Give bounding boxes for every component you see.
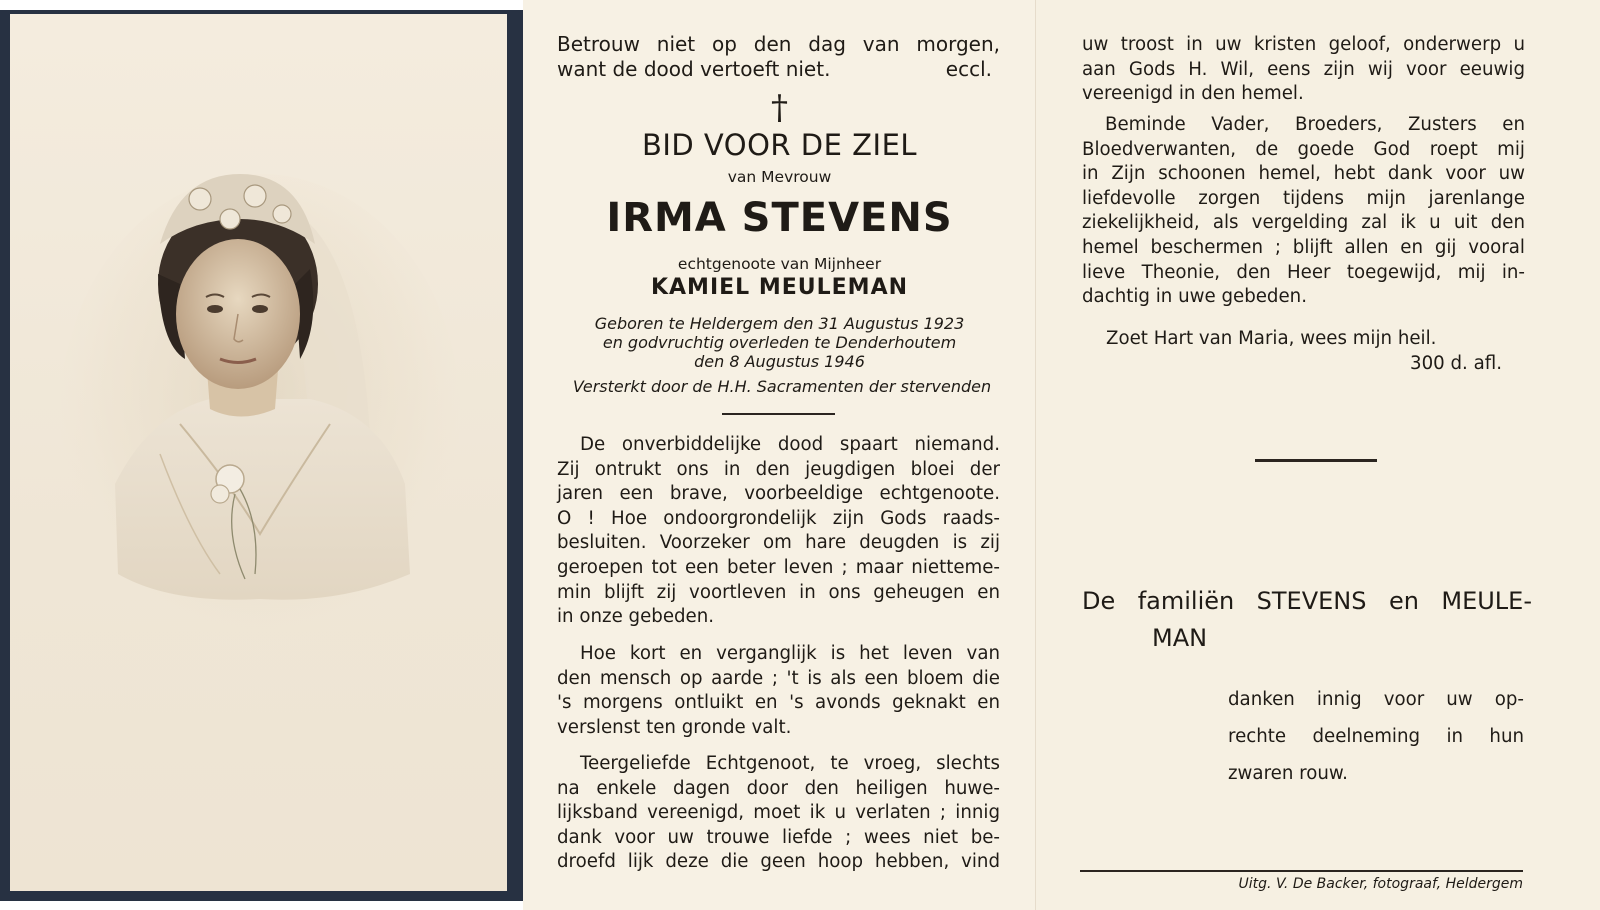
text-line: vereenigd in den hemel.	[1082, 83, 1304, 105]
text-line: in onze gebeden.	[557, 606, 715, 628]
text-line: besluiten. Voorzeker om hare deugden is zij	[557, 532, 1000, 554]
text-line: aan Gods H. Wil, eens zijn wij voor eeuwig	[1082, 58, 1525, 80]
text-line: lieve Theonie, den Heer toegewijd, mij in-	[1082, 261, 1525, 283]
text-line: Beminde Vader, Broeders, Zusters en	[1105, 114, 1525, 135]
text-line: Bloedverwanten, de goede God roept mij	[1082, 138, 1525, 160]
divider-rule-heavy	[1255, 459, 1377, 462]
paragraph-1	[557, 433, 1000, 630]
text-line: Hoe kort en verganglijk is het leven van	[580, 643, 1000, 664]
text-line: na enkele dagen door den heiligen huwe-	[557, 777, 1000, 799]
card-heading: BID VOOR DE ZIEL	[641, 128, 918, 162]
text-line: den mensch op aarde ; 't is als een bloem die	[557, 667, 1000, 689]
death-line: en godvruchtig overleden te Denderhoutem	[602, 333, 957, 352]
text-line: in Zijn schoonen hemel, hebt dank voor uw	[1082, 163, 1525, 185]
text-line: dank voor uw trouwe liefde ; wees niet be-	[557, 826, 1000, 848]
death-date-line: den 8 Augustus 1946	[694, 352, 865, 371]
family-paragraph	[1082, 113, 1525, 310]
card-middle-panel	[523, 0, 1036, 910]
spouse-label: echtgenoote van Mijnheer	[677, 255, 882, 273]
text-line: lijksband vereenigd, moet ik u verlaten ; innig	[557, 802, 1000, 824]
text-line: zwaren rouw.	[1228, 763, 1348, 784]
divider-rule	[722, 413, 835, 415]
text-line: jaren een brave, voorbeeldige echtgenoote.	[557, 483, 1000, 505]
card-right-panel	[1036, 0, 1600, 910]
text-line: danken innig voor uw op-	[1228, 689, 1524, 710]
text-line: Zij ontrukt ons in den jeugdigen bloei der	[557, 458, 1000, 480]
footer-rule	[1080, 870, 1523, 872]
photo-mount	[10, 14, 507, 891]
thanks-text	[1228, 681, 1524, 792]
paragraph-2	[557, 642, 1000, 740]
cross-symbol: †	[771, 88, 788, 128]
continuation-paragraph	[1082, 33, 1525, 107]
epigraph-source: eccl.	[945, 57, 992, 81]
epigraph-line-2	[557, 57, 1000, 82]
text-line: liefdevolle zorgen tijdens mijn jarenlange	[1082, 187, 1525, 209]
text-line: ziekelijkheid, als vergelding zal ik u uit den	[1082, 212, 1525, 234]
epigraph-text: want de dood vertoeft niet.	[557, 57, 831, 81]
text-line: De onverbiddelijke dood spaart niemand.	[580, 434, 1000, 455]
thanks-heading-line-2: MAN	[1152, 624, 1208, 652]
text-line: verslenst ten gronde valt.	[557, 716, 792, 738]
sacraments-line: Versterkt door de H.H. Sacramenten der stervenden	[572, 377, 992, 396]
text-line: hemel beschermen ; blijft allen en gij vooral	[1082, 236, 1525, 258]
text-line: geroepen tot een beter leven ; maar nietteme-	[557, 556, 1000, 578]
indulgence-line: 300 d. afl.	[1410, 353, 1502, 374]
paragraph-3	[557, 752, 1000, 875]
text-line: rechte deelneming in hun	[1228, 726, 1524, 747]
birth-line: Geboren te Heldergem den 31 Augustus 1923	[594, 314, 965, 333]
text-line: O ! Hoe ondoorgrondelijk zijn Gods raads-	[557, 507, 1000, 529]
honorific-text: van Mevrouw	[727, 168, 832, 186]
photo-card-frame	[0, 10, 523, 901]
text-line: uw troost in uw kristen geloof, onderwerp u	[1082, 34, 1525, 55]
text-line: 's morgens ontluikt en 's avonds geknakt en	[557, 692, 1000, 714]
text-line: droefd lijk deze die geen hoop hebben, vind	[557, 851, 1000, 873]
portrait-photo	[10, 14, 507, 891]
prayer-line: Zoet Hart van Maria, wees mijn heil.	[1106, 328, 1437, 349]
publisher-line: Uitg. V. De Backer, fotograaf, Heldergem	[1238, 876, 1523, 892]
text-line: Teergeliefde Echtgenoot, te vroeg, slechts	[580, 753, 1000, 774]
text-line: dachtig in uwe gebeden.	[1082, 286, 1307, 308]
deceased-name: IRMA STEVENS	[606, 195, 953, 241]
text-line: min blijft zij voortleven in ons geheugen en	[557, 581, 1000, 603]
epigraph-line-1: Betrouw niet op den dag van morgen,	[557, 32, 1000, 56]
thanks-heading-line-1: De familiën STEVENS en MEULE-	[1082, 587, 1532, 615]
spouse-name: KAMIEL MEULEMAN	[650, 275, 909, 300]
